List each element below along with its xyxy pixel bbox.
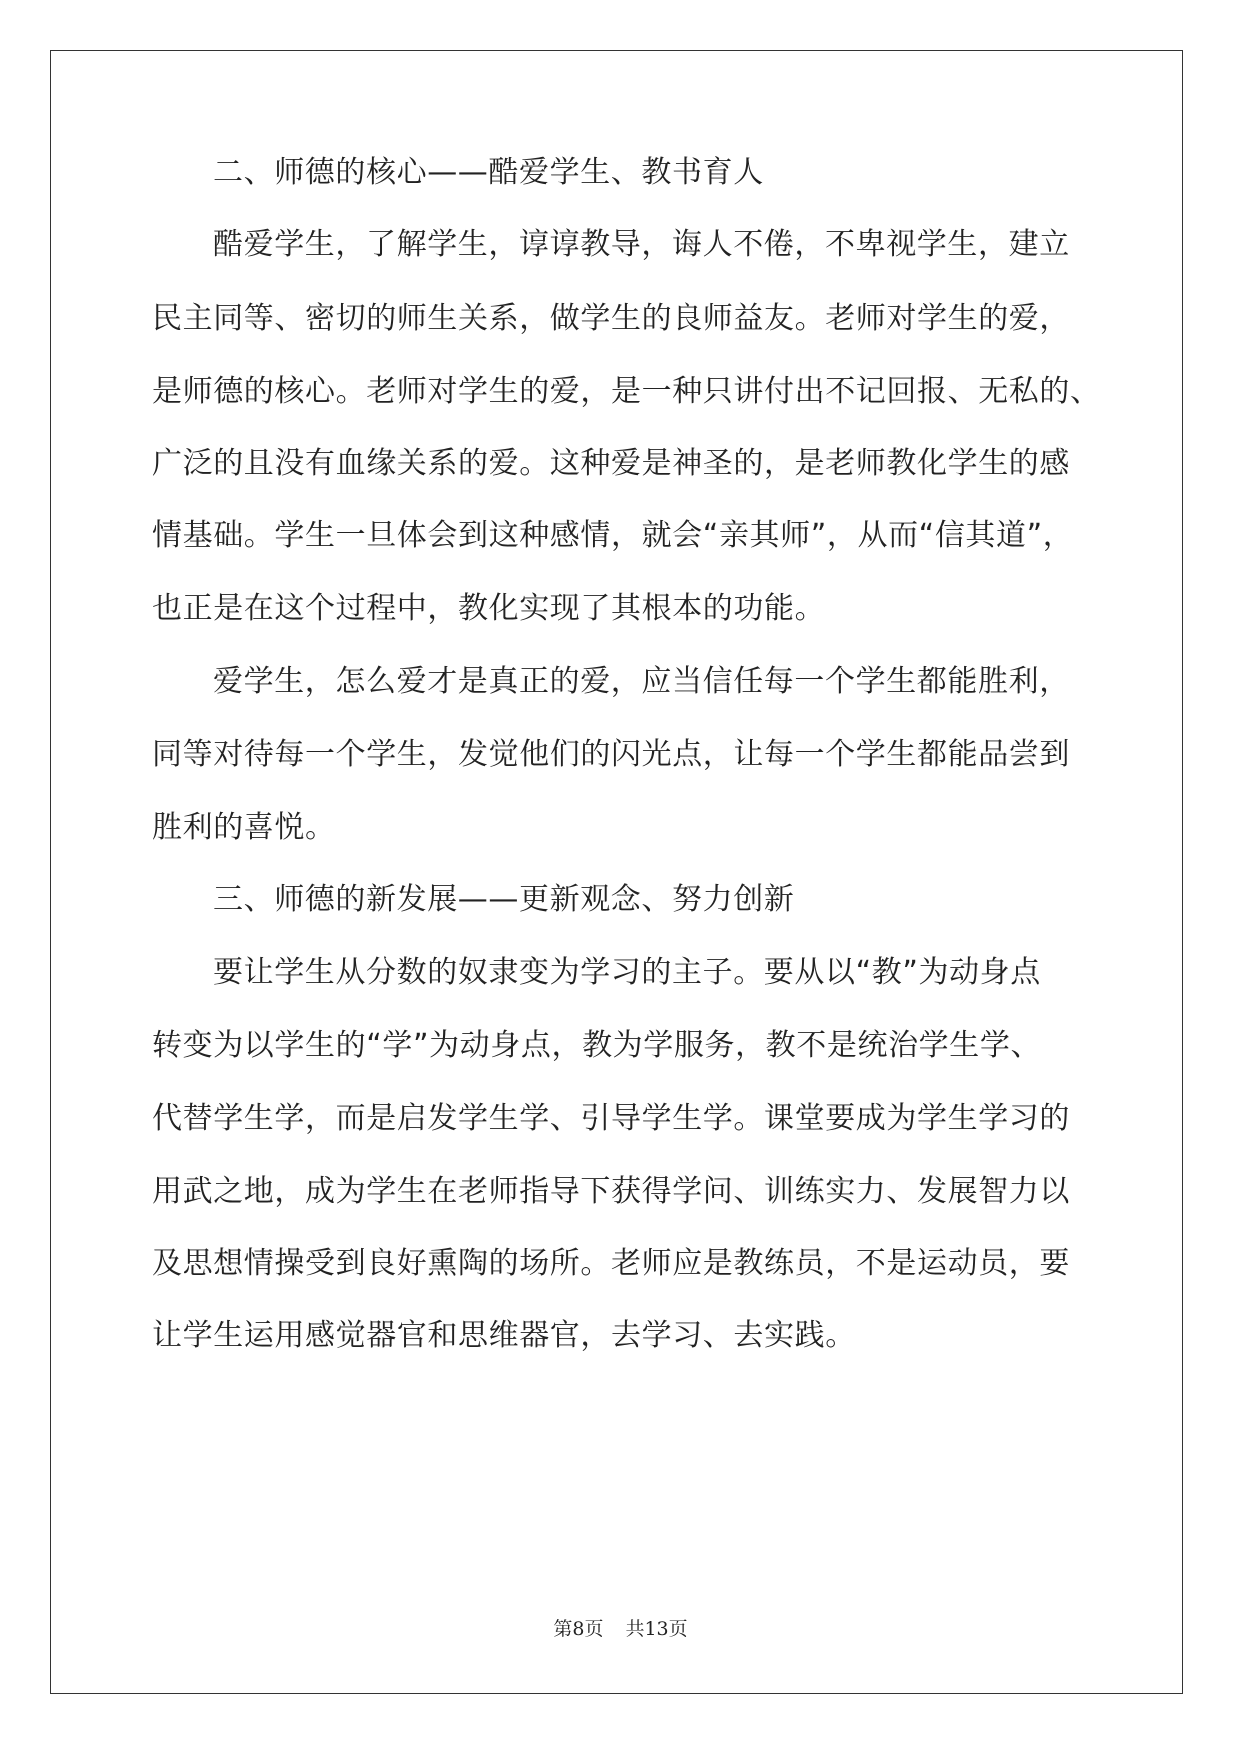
section-heading-3: 三、师德的新发展——更新观念、努力创新: [213, 882, 795, 917]
paragraph-line: 代替学生学，而是启发学生学、引导学生学。课堂要成为学生学习的: [152, 1101, 1070, 1136]
page-total: 共13页: [625, 1618, 688, 1640]
paragraph-line: 情基础。学生一旦体会到这种感情，就会“亲其师”，从而“信其道”，: [152, 518, 1074, 553]
paragraph-line: 酷爱学生，了解学生，谆谆教导，诲人不倦，不卑视学生，建立: [213, 227, 1070, 262]
paragraph-line: 转变为以学生的“学”为动身点，教为学服务，教不是统治学生学、: [152, 1028, 1042, 1063]
paragraph-line: 胜利的喜悦。: [152, 810, 336, 845]
paragraph-line: 同等对待每一个学生，发觉他们的闪光点，让每一个学生都能品尝到: [152, 737, 1070, 772]
paragraph-line: 民主同等、密切的师生关系，做学生的良师益友。老师对学生的爱，: [152, 301, 1070, 336]
paragraph-line: 是师德的核心。老师对学生的爱，是一种只讲付出不记回报、无私的、: [152, 374, 1101, 409]
paragraph-line: 用武之地，成为学生在老师指导下获得学问、训练实力、发展智力以: [152, 1174, 1070, 1209]
paragraph-line: 爱学生，怎么爱才是真正的爱，应当信任每一个学生都能胜利，: [213, 664, 1070, 699]
page-border: [50, 50, 1183, 1694]
page-footer: [0, 1614, 1241, 1641]
paragraph-line: 让学生运用感觉器官和思维器官，去学习、去实践。: [152, 1318, 856, 1353]
paragraph-line: 广泛的且没有血缘关系的爱。这种爱是神圣的，是老师教化学生的感: [152, 446, 1070, 481]
paragraph-line: 也正是在这个过程中，教化实现了其根本的功能。: [152, 591, 826, 626]
paragraph-line: 及思想情操受到良好熏陶的场所。老师应是教练员，不是运动员，要: [152, 1246, 1070, 1281]
paragraph-line: 要让学生从分数的奴隶变为学习的主子。要从以“教”为动身点: [213, 955, 1041, 990]
section-heading-2: 二、师德的核心——酷爱学生、教书育人: [213, 155, 764, 190]
page-number: 第8页: [553, 1618, 604, 1640]
